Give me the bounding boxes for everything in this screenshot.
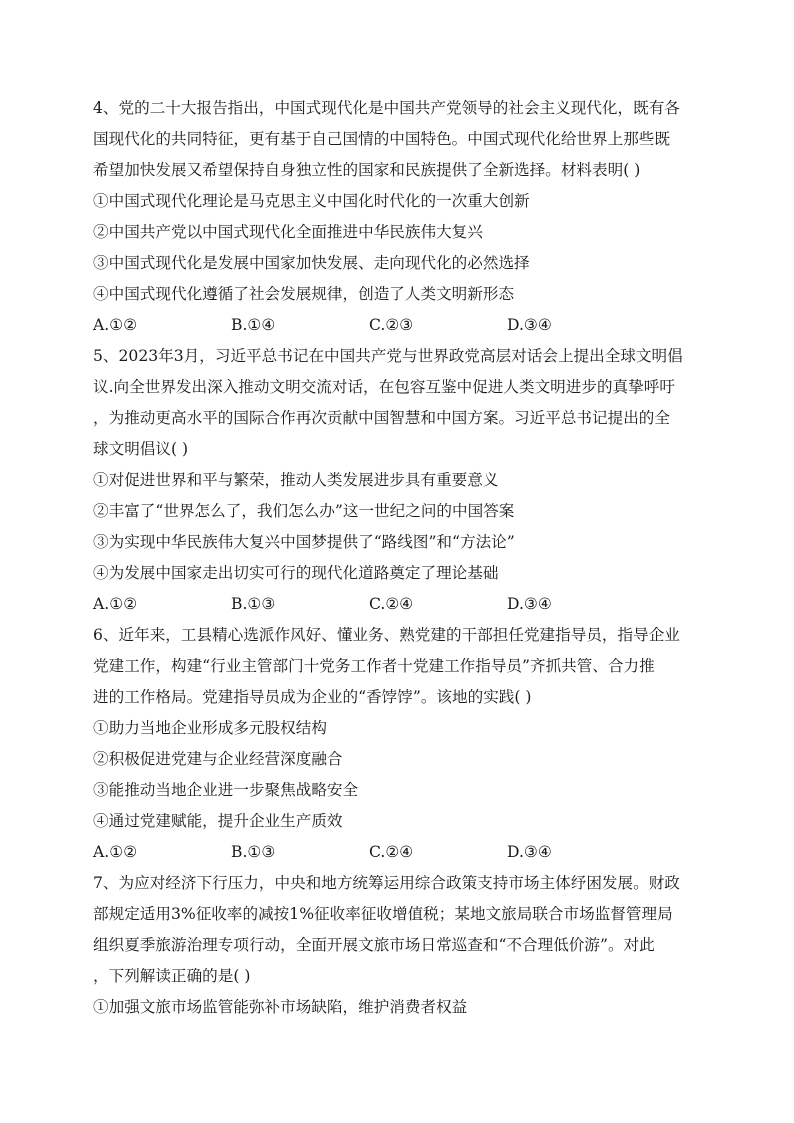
question-4 <box>93 93 703 341</box>
question-stem-line: ，下列解读正确的是( ) <box>93 967 251 985</box>
option-b: B.①③ <box>231 595 276 613</box>
statement: ①助力当地企业形成多元股权结构 <box>93 719 327 737</box>
question-stem-line: 7、为应对经济下行压力，中央和地方统筹运用综合政策支持市场主体纾困发展。财政 <box>93 874 680 892</box>
question-6 <box>93 620 703 868</box>
option-d: D.③④ <box>507 843 552 861</box>
option-a: A.①② <box>93 843 138 861</box>
statement: ③能推动当地企业进一步聚焦战略安全 <box>93 781 359 799</box>
statement: ②丰富了“世界怎么了，我们怎么办”这一世纪之问的中国答案 <box>93 502 515 520</box>
statement: ③中国式现代化是发展中国家加快发展、走向现代化的必然选择 <box>93 254 530 272</box>
option-d: D.③④ <box>507 316 552 334</box>
question-stem-line: 部规定适用3%征收率的减按1%征收率征收增值税；某地文旅局联合市场监督管理局 <box>93 905 673 923</box>
option-b: B.①③ <box>231 843 276 861</box>
question-stem-line: 党建工作，构建“行业主管部门十党务工作者十党建工作指导员”齐抓共管、合力推 <box>93 657 655 675</box>
question-stem-line: 组织夏季旅游治理专项行动，全面开展文旅市场日常巡查和“不合理低价游”。对此 <box>93 936 655 954</box>
question-5 <box>93 341 703 620</box>
question-stem-line: 4、党的二十大报告指出，中国式现代化是中国共产党领导的社会主义现代化，既有各 <box>93 99 680 117</box>
question-stem-line: ，为推动更高水平的国际合作再次贡献中国智慧和中国方案。习近平总书记提出的全 <box>93 409 670 427</box>
question-stem-line: 希望加快发展又希望保持自身独立性的国家和民族提供了全新选择。材料表明( ) <box>93 161 641 179</box>
statement: ②中国共产党以中国式现代化全面推进中华民族伟大复兴 <box>93 223 483 241</box>
statement: ④通过党建赋能，提升企业生产质效 <box>93 812 343 830</box>
option-c: C.②③ <box>369 316 414 334</box>
statement: ②积极促进党建与企业经营深度融合 <box>93 750 343 768</box>
statement: ①加强文旅市场监管能弥补市场缺陷，维护消费者权益 <box>93 998 468 1016</box>
statement: ①对促进世界和平与繁荣，推动人类发展进步具有重要意义 <box>93 471 499 489</box>
option-a: A.①② <box>93 595 138 613</box>
question-stem-line: 6、近年来，工县精心选派作风好、懂业务、熟党建的干部担任党建指导员，指导企业 <box>93 626 680 644</box>
question-list <box>93 93 703 1023</box>
option-d: D.③④ <box>507 595 552 613</box>
statement: ④为发展中国家走出切实可行的现代化道路奠定了理论基础 <box>93 564 499 582</box>
option-c: C.②④ <box>369 595 414 613</box>
question-stem-line: 球文明倡议( ) <box>93 440 189 458</box>
option-a: A.①② <box>93 316 138 334</box>
question-7 <box>93 868 703 1023</box>
statement: ③为实现中华民族伟大复兴中国梦提供了“路线图”和“方法论” <box>93 533 515 551</box>
statement: ①中国式现代化理论是马克思主义中国化时代化的一次重大创新 <box>93 192 530 210</box>
option-b: B.①④ <box>231 316 276 334</box>
question-stem-line: 议.向全世界发出深入推动文明交流对话，在包容互鉴中促进人类文明进步的真挚呼吁 <box>93 378 675 396</box>
option-c: C.②④ <box>369 843 414 861</box>
answer-options <box>93 837 703 868</box>
answer-options <box>93 310 703 341</box>
question-stem-line: 国现代化的共同特征，更有基于自己国情的中国特色。中国式现代化给世界上那些既 <box>93 130 670 148</box>
answer-options <box>93 589 703 620</box>
statement: ④中国式现代化遵循了社会发展规律，创造了人类文明新形态 <box>93 285 515 303</box>
question-stem-line: 5、2023年3月，习近平总书记在中国共产党与世界政党高层对话会上提出全球文明倡 <box>93 347 683 365</box>
question-stem-line: 进的工作格局。党建指导员成为企业的“香饽饽”。该地的实践( ) <box>93 688 532 706</box>
